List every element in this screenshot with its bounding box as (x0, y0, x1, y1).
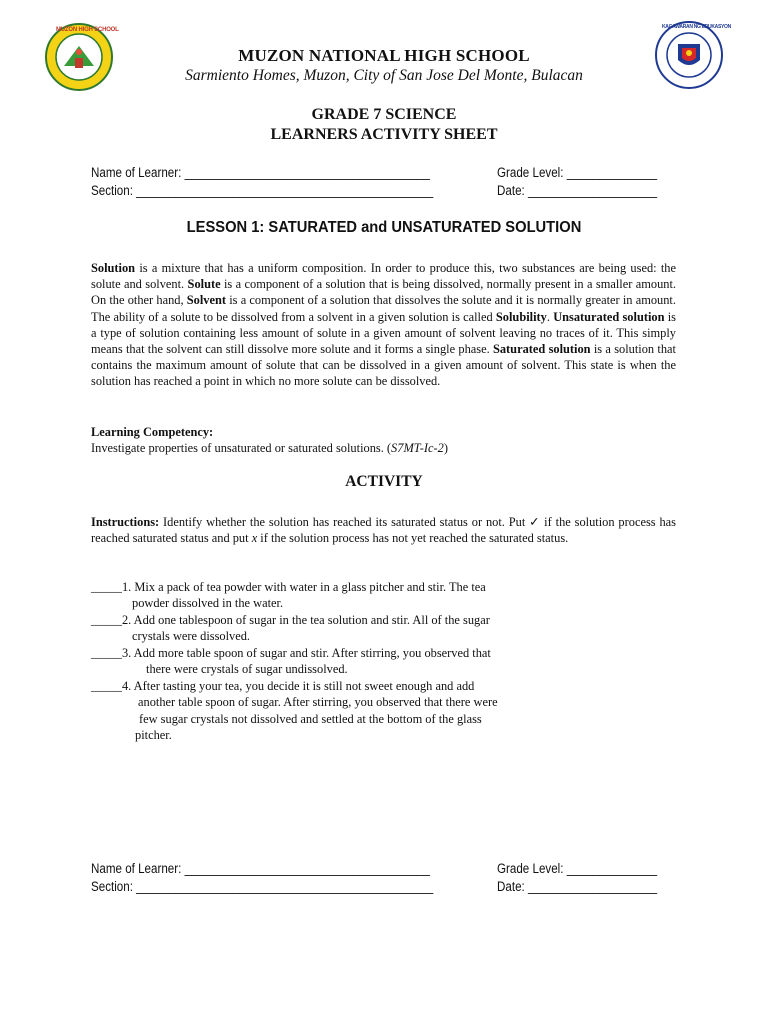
item-3: _____3. Add more table spoon of sugar and stir. After stirring, you observed that there were crystals of sugar undissolved. (91, 646, 491, 677)
item-1-answer-line[interactable]: _____1. Mix a pack of tea powder with water in a glass pitcher and stir. The tea (91, 580, 486, 594)
bottom-date-field[interactable]: Date: ____________________ (497, 879, 658, 894)
grade-level-field[interactable]: Grade Level: ______________ (497, 165, 658, 180)
check-mark-icon: ✓ (529, 515, 541, 529)
school-address: Sarmiento Homes, Muzon, City of San Jose Del Monte, Bulacan (185, 67, 583, 84)
bottom-name-field[interactable]: Name of Learner: ______________________________________ (91, 861, 430, 876)
deped-seal-text: KAGAWARAN NG EDUKASYON (662, 24, 731, 30)
term-saturated: Saturated solution (492, 342, 591, 357)
school-name: MUZON NATIONAL HIGH SCHOOL (238, 46, 530, 65)
bottom-section-field[interactable]: Section: ______________________________________________ (91, 879, 434, 894)
school-logo-text: MUZON HIGH SCHOOL (56, 27, 119, 33)
name-field[interactable]: Name of Learner: ______________________________________ (91, 165, 430, 180)
term-solution: Solution (91, 261, 136, 275)
term-unsaturated: Unsaturated solution (553, 309, 665, 324)
grade-title: GRADE 7 SCIENCE (311, 106, 457, 123)
section-field[interactable]: Section: ______________________________________________ (91, 183, 434, 198)
activity-title: ACTIVITY (345, 473, 423, 490)
instructions: Instructions: Identify whether the solution has reached its saturated status or not. Put ✓ if the solution process has reached saturated status and put x if the solution process has not yet reached the saturated status. (91, 515, 676, 546)
lesson-title: LESSON 1: SATURATED and UNSATURATED SOLUTION (186, 219, 582, 236)
item-1: _____1. Mix a pack of tea powder with water in a glass pitcher and stir. The tea powder dissolved in the water. (91, 580, 486, 611)
competency-text: Investigate properties of unsaturated or saturated solutions. (S7MT-Ic-2) (91, 441, 448, 455)
term-solubility: Solubility (495, 309, 547, 324)
item-3-answer-line[interactable]: _____3. Add more table spoon of sugar and stir. After stirring, you observed that (91, 646, 491, 660)
term-solvent: Solvent (186, 293, 227, 308)
intro-paragraph: Solution is a mixture that has a uniform composition. In order to produce this, two substances are being used: the solute and solvent. Solute is a component of a solution that is being dissolved, normally present in a smaller amount. On the other hand, Solvent is a component of a solution that dissolves the solute and it is normally greater in amount. The ability of a solute to be dissolved from a solvent in a given solution is called Solubility. Unsaturated solution is a type of solution containing less amount of solute in a given amount of solvent leaving no traces of it. This simply means that the solvent can still dissolve more solute and it forms a single phase. Saturated solution is a solution that contains the maximum amount of solute that can be dissolved in a given amount of solvent. This state is when the solution has reached a point in which no more solute can be dissolved. (91, 261, 676, 389)
competency-label: Learning Competency: (91, 425, 214, 439)
item-2-answer-line[interactable]: _____2. Add one tablespoon of sugar in the tea solution and stir. All of the sugar (91, 613, 490, 627)
x-mark: x (251, 531, 258, 546)
item-4: _____4. After tasting your tea, you decide it is still not sweet enough and add another table spoon of sugar. After stirring, you observed that there were few sugar crystals not dissolved and settled at the bottom of the glass pitcher. (91, 679, 498, 742)
competency-code: S7MT-Ic-2 (391, 441, 444, 455)
date-field[interactable]: Date: ____________________ (497, 183, 658, 198)
sheet-title: LEARNERS ACTIVITY SHEET (270, 126, 498, 143)
item-4-answer-line[interactable]: _____4. After tasting your tea, you decide it is still not sweet enough and add (91, 679, 475, 693)
bottom-grade-level-field[interactable]: Grade Level: ______________ (497, 861, 658, 876)
term-solute: Solute (187, 277, 221, 292)
instructions-label: Instructions: (91, 515, 160, 529)
item-2: _____2. Add one tablespoon of sugar in the tea solution and stir. All of the sugar crystals were dissolved. (91, 613, 490, 644)
